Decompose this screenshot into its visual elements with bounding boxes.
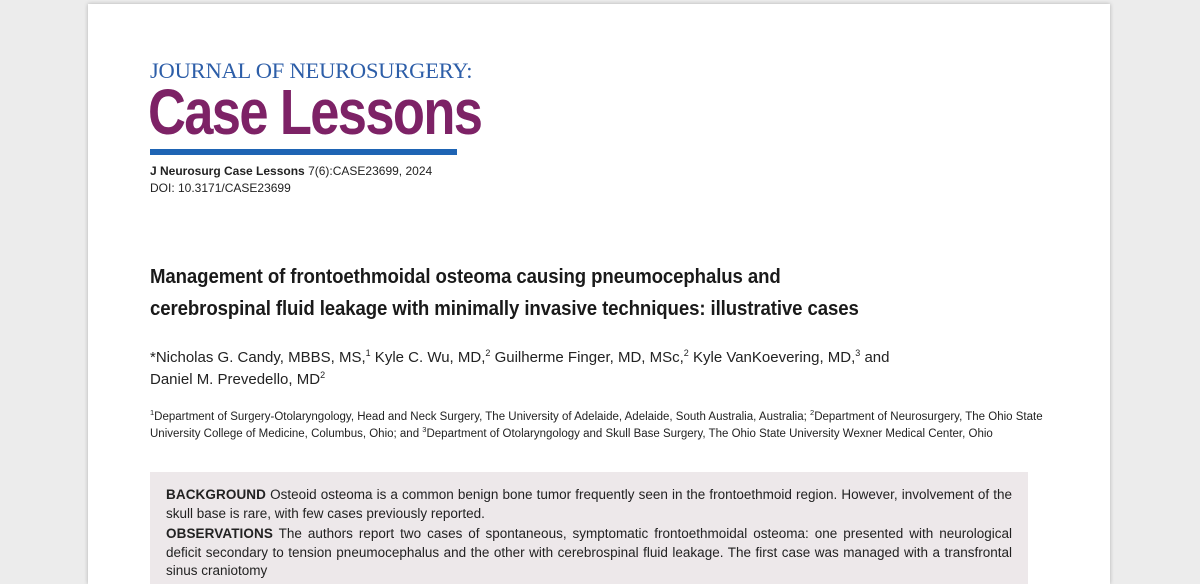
journal-rule: [150, 149, 457, 155]
abstract-text: [166, 486, 1012, 583]
observations-label: OBSERVATIONS: [166, 526, 273, 541]
author-4: Kyle VanKoevering, MD,: [688, 349, 856, 366]
abstract-box: [150, 472, 1028, 584]
article-title: [150, 261, 1030, 325]
affil-1-mark: 1: [150, 408, 155, 417]
observations-text: The authors report two cases of spontaneous, symptomatic frontoethmoidal osteoma: one presented with neurological deficit secondary to tension pneumocephalus and the other with cerebrospinal fluid leakage. The first case was managed with a transfrontal sinus craniotomy: [166, 526, 1012, 578]
citation-line: [150, 163, 432, 180]
affil-3-mark: 3: [422, 425, 427, 434]
author-3-affil: 2: [683, 348, 689, 358]
background-label: BACKGROUND: [166, 487, 266, 502]
affil-3: Department of Otolaryngology and Skull Base Surgery, The Ohio State University Wexner Medical Center, Ohio: [426, 428, 993, 440]
author-line-1: [150, 347, 1050, 369]
journal-name-main: Case Lessons: [148, 76, 482, 148]
author-4-affil: 3: [855, 348, 861, 358]
author-1-affil: 1: [365, 348, 371, 358]
affil-2b: University College of Medicine, Columbus, Ohio; and: [150, 428, 423, 440]
abstract-background: [166, 486, 1012, 523]
abstract-observations: [166, 525, 1012, 581]
author-list: [150, 347, 1050, 391]
journal-name-top: JOURNAL OF NEUROSURGERY:: [150, 58, 473, 83]
citation-volume: 7(6):CASE23699, 2024: [308, 164, 433, 178]
affiliations: [150, 409, 1050, 443]
background-text: Osteoid osteoma is a common benign bone tumor frequently seen in the frontoethmoid region. However, involvement of the skull base is rare, with few cases previously reported.: [166, 487, 1012, 521]
title-line-1: Management of frontoethmoidal osteoma causing pneumocephalus and: [150, 266, 781, 288]
title-line-2: cerebrospinal fluid leakage with minimally invasive techniques: illustrative cases: [150, 298, 859, 320]
author-1: *Nicholas G. Candy, MBBS, MS,: [150, 349, 366, 366]
author-5-affil: 2: [320, 370, 326, 380]
affil-1: Department of Surgery-Otolaryngology, Head and Neck Surgery, The University of Adelaide, Adelaide, South Australia, Australia;: [154, 411, 811, 423]
citation-doi[interactable]: DOI: 10.3171/CASE23699: [150, 181, 291, 195]
affil-2a: Department of Neurosurgery, The Ohio State: [814, 411, 1043, 423]
author-3: Guilherme Finger, MD, MSc,: [490, 349, 684, 366]
author-2: Kyle C. Wu, MD,: [370, 349, 486, 366]
pdf-page: [88, 4, 1110, 584]
author-5: Daniel M. Prevedello, MD: [150, 371, 321, 388]
affil-2-mark: 2: [810, 408, 815, 417]
citation-block: [150, 163, 432, 197]
affil-line-1: [150, 409, 1050, 426]
affil-line-2: [150, 426, 1050, 443]
citation-journal: J Neurosurg Case Lessons: [150, 164, 305, 178]
author-line-2: [150, 369, 1050, 391]
author-and: and: [860, 349, 890, 366]
author-2-affil: 2: [485, 348, 491, 358]
